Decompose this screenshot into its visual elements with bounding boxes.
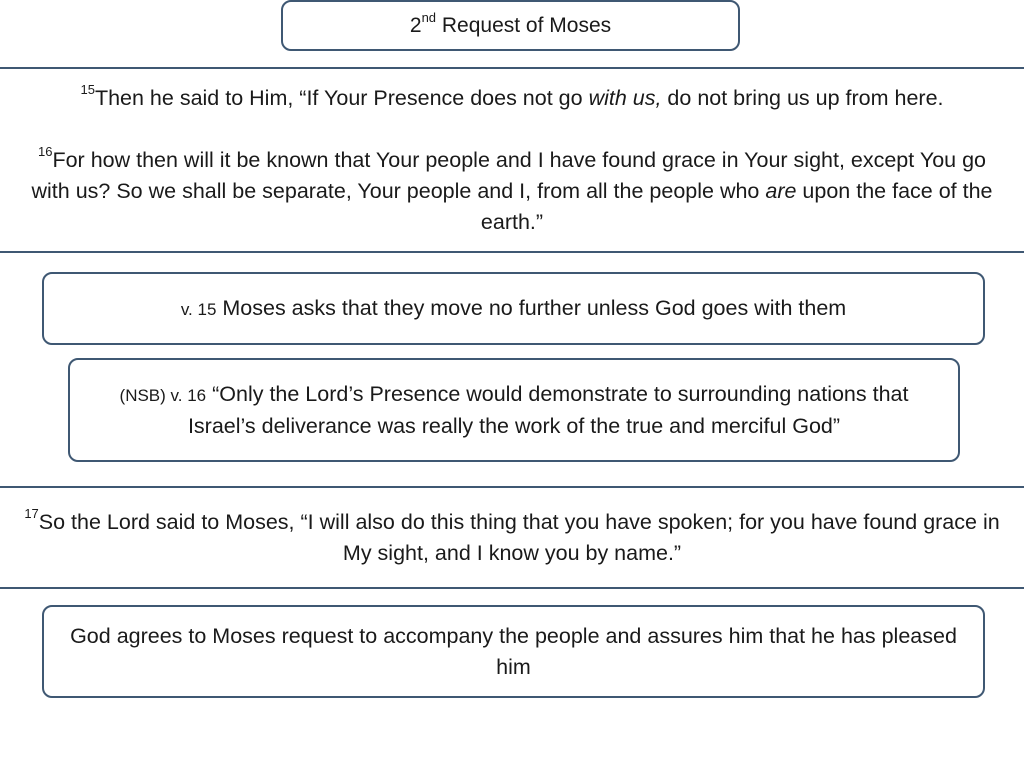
verse-number: 16 [38,144,53,160]
verse-16 [22,145,1002,238]
verse-italic-text: are [765,178,797,203]
commentary-body: Moses asks that they move no further unless God goes with them [216,295,847,320]
verse-text: So the Lord said to Moses, “I will also do this thing that you have spoken; for you have found grace in My sight, and I know you by name.” [38,509,1000,565]
scripture-text [0,83,1024,238]
verse-15 [22,83,1002,114]
verse-number: 15 [80,82,95,98]
commentary-body: “Only the Lord’s Presence would demonstrate to surrounding nations that Israel’s deliverance was really the work of the true and merciful God” [187,381,909,438]
verse-text: upon the face of the earth.” [480,178,993,234]
verse-text: do not bring us up from here. [661,85,944,110]
verse-text: For how then will it be known that Your people and I have found grace in Your sight, except You go with us? So we shall be separate, Your people and I, from all the people who [31,147,986,203]
slide-title-text [409,9,612,38]
commentary-box-verse-16 [68,358,960,462]
scripture-text [0,507,1024,569]
scripture-box-verses-15-16 [0,67,1024,253]
title-number: 2 [409,13,422,37]
paragraph-gap [22,114,1002,145]
verse-italic-text: with us, [588,85,662,110]
summary-text: God agrees to Moses request to accompany the people and assures him that he has pleased him [70,623,957,679]
verse-reference: (NSB) v. 16 [119,385,207,405]
commentary-text [70,379,958,442]
verse-text: Then he said to Him, “If Your Presence does not go [94,85,589,110]
slide-title [281,0,740,51]
commentary-text [157,293,870,325]
summary-box [42,605,985,698]
title-superscript: nd [421,9,437,25]
commentary-box-verse-15 [42,272,985,345]
title-label: Request of Moses [436,13,612,37]
verse-reference: v. 15 [180,299,217,319]
verse-number: 17 [24,506,39,522]
scripture-box-verse-17 [0,486,1024,589]
